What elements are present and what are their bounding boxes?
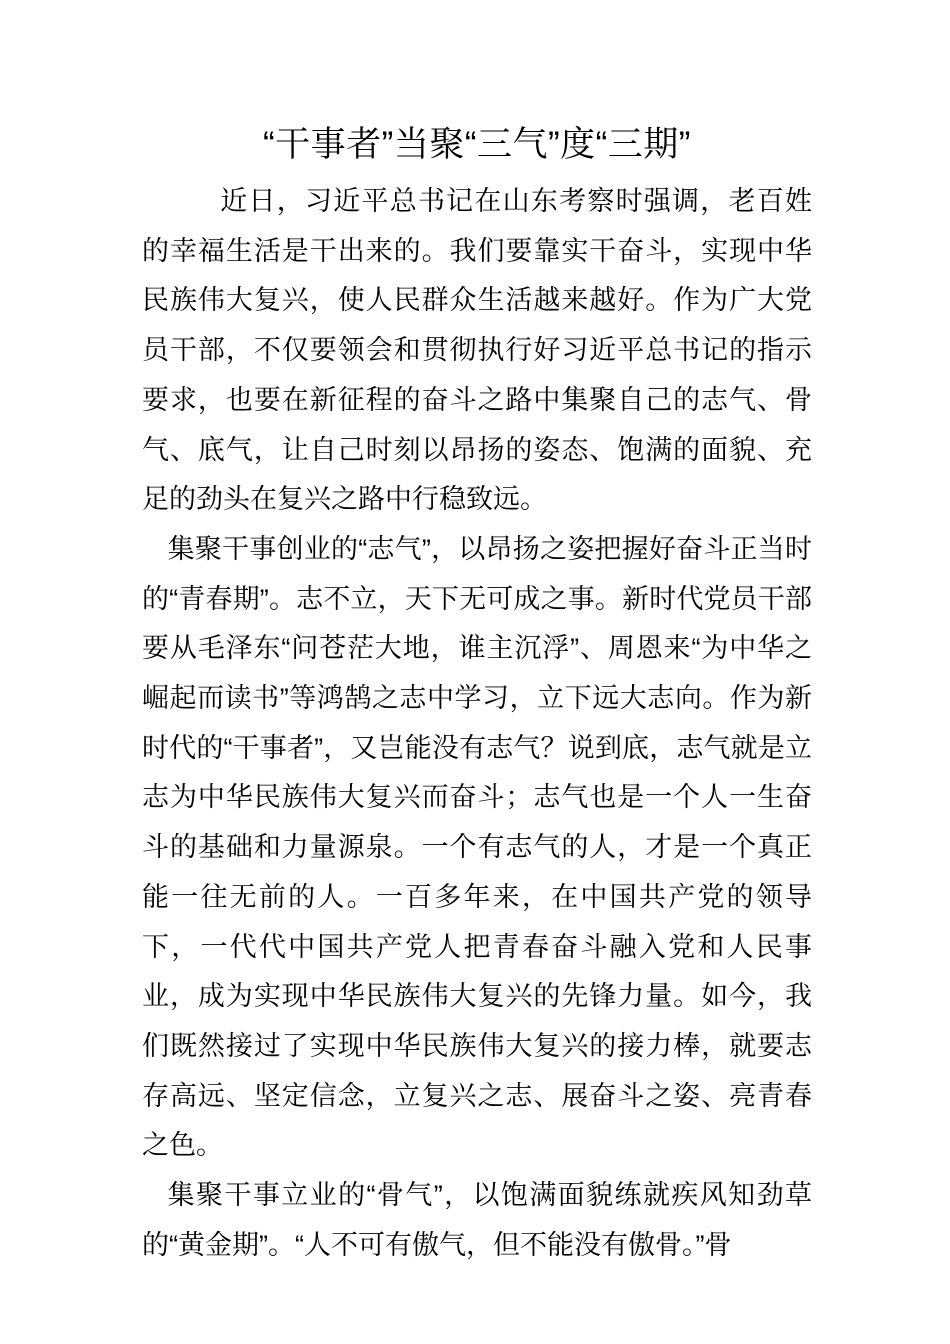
paragraph-guqi: 集聚干事立业的“骨气”，以饱满面貌练就疾风知劲草的“黄金期”。“人不可有傲气，但不能没有傲骨。”骨 xyxy=(142,1180,812,1260)
paragraph-intro: 近日，习近平总书记在山东考察时强调，老百姓的幸福生活是干出来的。我们要靠实干奋斗，实现中华民族伟大复兴，使人民群众生活越来越好。作为广大党员干部，不仅要领会和贯彻执行好习近平总书记的指示要求，也要在新征程的奋斗之路中集聚自己的志气、骨气、底气，让自己时刻以昂扬的姿态、饱满的面貌、充足的劲头在复兴之路中行稳致远。 xyxy=(142,186,812,515)
paragraph-zhiqi: 集聚干事创业的“志气”，以昂扬之姿把握好奋斗正当时的“青春期”。志不立，天下无可成之事。新时代党员干部要从毛泽东“问苍茫大地，谁主沉浮”、周恩来“为中华之崛起而读书”等鸿鹄之志中学习，立下远大志向。作为新时代的“干事者”，又岂能没有志气？说到底，志气就是立志为中华民族伟大复兴而奋斗；志气也是一个人一生奋斗的基础和力量源泉。一个有志气的人，才是一个真正能一往无前的人。一百多年来，在中国共产党的领导下，一代代中国共产党人把青春奋斗融入党和人民事业，成为实现中华民族伟大复兴的先锋力量。如今，我们既然接过了实现中华民族伟大复兴的接力棒，就要志存高远、坚定信念，立复兴之志、展奋斗之姿、亮青春之色。 xyxy=(142,533,812,1161)
document-content xyxy=(142,0,812,1270)
page-title: “干事者”当聚“三气”度“三期” xyxy=(263,125,691,164)
